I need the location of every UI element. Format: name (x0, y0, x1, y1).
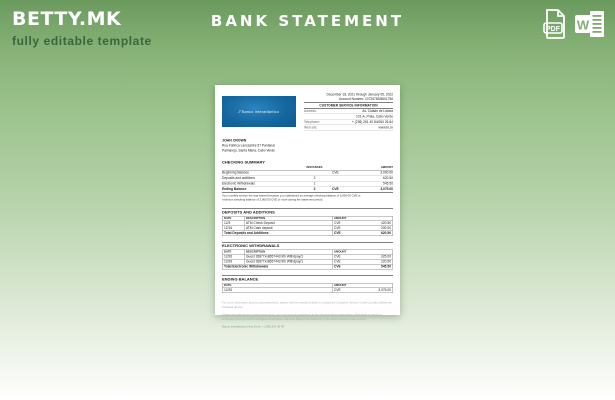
csi-value: 101-A, Praia, Cabo Verde (355, 114, 393, 119)
summary-instances (297, 171, 332, 175)
statement-preview (215, 85, 400, 329)
summary-label: Deposits and additions (222, 176, 255, 181)
bank-logo (222, 96, 296, 127)
csi-value: + (238) 261 40 84/260 26 84 (351, 120, 393, 124)
withdrawal-date: 12/29 (222, 259, 244, 264)
ending-balance-amount (332, 288, 393, 293)
col-amount: AMOUNT (332, 216, 393, 221)
footer-helpdesk: Banco Interatlântico Help Desk: + (238) 261 40 84 (222, 325, 285, 329)
pdf-download-icon[interactable] (543, 9, 567, 39)
withdrawals-total-amount (332, 264, 393, 269)
word-download-icon[interactable] (575, 10, 605, 38)
summary-label: Beginning Balance (222, 171, 250, 175)
amount: 325.00 (381, 254, 391, 259)
summary-currency: CVE (332, 187, 339, 192)
currency: CVE (334, 259, 341, 264)
currency: CVE (334, 221, 341, 225)
amount: 420.50 (381, 221, 391, 225)
summary-note-line1: Your monthly service fee was waived because you maintained an average checking balance of 5,000.00 CVE or (222, 194, 361, 198)
summary-note-line2: minimum checking balance of 2,000.00 CVE or more during the statement period. (222, 198, 324, 202)
currency: CVE (334, 288, 341, 292)
currency: CVE (334, 254, 341, 259)
pdf-icon-label: PDF (546, 25, 560, 33)
currency: CVE (334, 264, 341, 269)
summary-note (222, 194, 393, 202)
summary-instances: 1 (313, 182, 316, 186)
withdrawals-total-row (222, 264, 393, 269)
site-logo-text: BETTY.MK (12, 8, 122, 30)
summary-currency (332, 177, 362, 181)
withdrawals-total-label: Total Electronic Withdrawals (222, 264, 332, 269)
summary-amount: 620.50 (383, 176, 393, 181)
bank-logo-text: Banco Interatlântico (241, 109, 280, 114)
account-number: Account Number: 10739789/5801756 (338, 97, 393, 101)
deposits-title: DEPOSITS AND ADDITIONS (222, 208, 393, 215)
col-description: DESCRIPTION (244, 250, 332, 255)
col-description: DESCRIPTION (244, 216, 332, 221)
withdrawals-title: ELECTRONIC WITHDRAWALS (222, 242, 393, 249)
amount: 200.00 (381, 226, 391, 230)
statement-document (215, 85, 400, 329)
csi-value: Av. Cidade de Lisboa (362, 109, 393, 113)
page-title: BANK STATEMENT (210, 12, 405, 30)
amount: 3,075.00 (378, 288, 391, 292)
deposits-total-row (222, 231, 393, 236)
withdrawal-date: 12/26 (222, 254, 244, 259)
customer-service-title: CUSTOMER SERVICE INFORMATION (304, 103, 393, 109)
summary-label: Electronic Withdrawals (222, 182, 255, 186)
ending-balance-table (222, 283, 393, 293)
currency: CVE (334, 231, 341, 235)
amount: 545.50 (381, 264, 391, 269)
col-amount: AMOUNT (332, 283, 393, 288)
ending-balance-date: 12/30 (222, 288, 332, 293)
customer-block (222, 139, 393, 153)
summary-row-ending (222, 187, 393, 193)
withdrawals-table (222, 249, 393, 269)
summary-instances: 2 (313, 176, 316, 181)
amount: 220.50 (381, 259, 391, 264)
word-icon-label: W (576, 17, 590, 33)
col-date: DATE (222, 250, 244, 255)
footer-disclaimer-2: If there are objections to bank transactions, you may request assistance at the deposit-taking organization office/desk or apply for verification through traditional/digital identification channels (Banco Interatlântico) CVB culture network order number. (222, 313, 382, 321)
deposit-description: ATM Check Deposit (244, 221, 332, 226)
deposit-date: 12/3 (222, 221, 244, 226)
currency: CVE (334, 226, 341, 230)
csi-label: Web site: (304, 125, 318, 130)
deposit-description: ATM Cash deposit (244, 226, 332, 231)
col-date: DATE (222, 283, 332, 288)
summary-currency (332, 182, 362, 186)
customer-address-2: Palmarejo, Santa Maria, Cabo Verde (222, 148, 275, 153)
customer-name: JOHN CROWN (222, 139, 247, 143)
col-amount: AMOUNT (332, 250, 393, 255)
footer-disclaimer-1: For more information about products/services, please visit the nearest branch or contact the Customer Service Center (contact details are indicated above). (222, 301, 393, 309)
customer-address-1: Rua Fabrica Lancashire 57 Pantanal (222, 144, 275, 148)
summary-amount: 545.50 (383, 182, 393, 186)
bank-logo-swoosh-icon: ∕∕ (238, 109, 241, 114)
checking-summary-title: CHECKING SUMMARY (222, 159, 265, 165)
summary-currency: CVE (332, 171, 339, 175)
csi-value: www.bi.cv (378, 125, 393, 130)
col-date: DATE (222, 216, 244, 221)
site-tagline: fully editable template (12, 34, 152, 48)
deposits-total-label: Total Deposits and Additions (222, 231, 332, 236)
csi-label: Address: (304, 109, 317, 113)
ending-balance-row (222, 288, 393, 293)
statement-period: December 18, 2021 through January 05, 2022 (326, 93, 393, 97)
csi-label: Telephone: (304, 120, 320, 124)
col-instances: INSTANCES (306, 166, 323, 170)
ending-balance-title: ENDING BALANCE (222, 275, 393, 282)
summary-amount: 3,075.00 (380, 187, 393, 192)
withdrawal-description: Guest 26877xx8657443 9th Withdpay/1 (244, 254, 332, 259)
summary-label: Ending Balance (222, 187, 247, 192)
statement-header-info (304, 93, 393, 131)
col-amount: AMOUNT (380, 166, 393, 170)
csi-row-website (304, 125, 393, 131)
summary-instances: 3 (313, 187, 316, 192)
download-actions (543, 9, 605, 39)
deposits-total-amount (332, 231, 393, 236)
amount: 620.50 (381, 231, 391, 235)
deposit-date: 12/16 (222, 226, 244, 231)
deposits-table (222, 216, 393, 236)
withdrawal-description: Guest 26877xx8657443 9th Withdpay/1 (244, 259, 332, 264)
statement-footer (222, 301, 393, 329)
summary-amount: 3,000.00 (380, 171, 393, 175)
